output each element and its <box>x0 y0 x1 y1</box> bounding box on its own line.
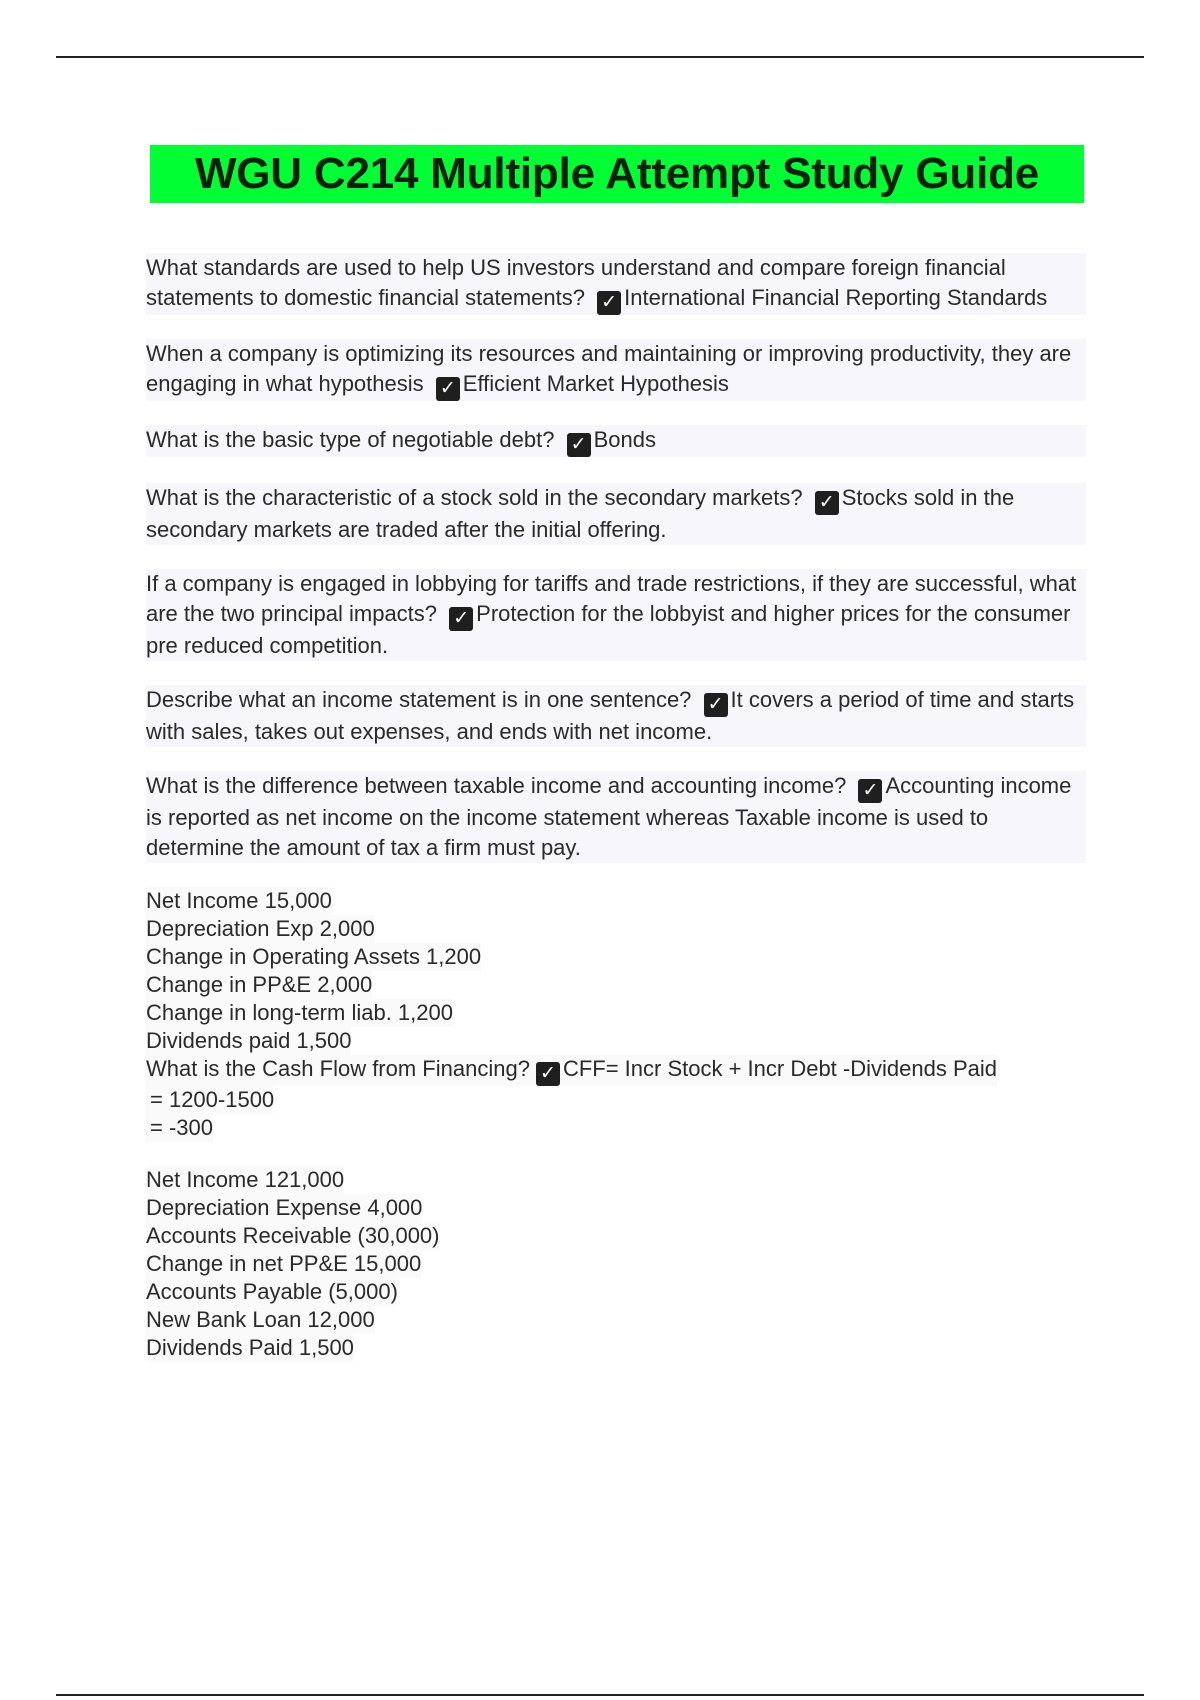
check-mark-icon: ✓ <box>536 1062 560 1086</box>
given-line: Dividends Paid 1,500 <box>146 1335 354 1360</box>
question-text: What is the characteristic of a stock sold in the secondary markets? <box>146 485 803 510</box>
answer-text: Stocks sold in the secondary markets are traded after the initial offering. <box>146 485 1015 542</box>
answer-text: International Financial Reporting Standards <box>624 285 1048 310</box>
given-line: Accounts Payable (5,000) <box>146 1279 398 1304</box>
qa-item <box>146 339 1086 401</box>
title-highlight <box>150 145 1084 203</box>
check-mark-icon: ✓ <box>597 291 621 315</box>
question-text: Describe what an income statement is in one sentence? <box>146 687 692 712</box>
check-mark-icon: ✓ <box>449 607 473 631</box>
given-line: Change in PP&E 2,000 <box>146 972 373 997</box>
given-line: Accounts Receivable (30,000) <box>146 1223 440 1248</box>
check-mark-icon: ✓ <box>567 433 591 457</box>
answer-text: Bonds <box>593 427 656 452</box>
bottom-rule <box>56 1694 1144 1696</box>
question-text: When a company is optimizing its resources and maintaining or improving productivity, they are engaging in what hypothesis <box>146 341 1072 396</box>
formula-step: = -300 <box>146 1114 213 1142</box>
formula-step: = 1200-1500 <box>146 1086 274 1114</box>
given-line: Dividends paid 1,500 <box>146 1028 352 1053</box>
given-line: Net Income 15,000 <box>146 888 332 913</box>
answer-text: Accounting income is reported as net income on the income statement whereas Taxable income is used to determine the amount of tax a firm must pay. <box>146 773 1072 860</box>
given-line: Depreciation Expense 4,000 <box>146 1195 423 1220</box>
cash-flow-problem <box>146 887 1086 1142</box>
qa-item <box>146 253 1086 315</box>
check-mark-icon: ✓ <box>704 693 728 717</box>
qa-item <box>146 569 1086 661</box>
given-line: Change in long-term liab. 1,200 <box>146 1000 453 1025</box>
qa-item <box>146 425 1086 457</box>
question-text: What is the difference between taxable income and accounting income? <box>146 773 847 798</box>
cff-question-line <box>146 1055 997 1086</box>
check-mark-icon: ✓ <box>815 491 839 515</box>
given-line: Change in Operating Assets 1,200 <box>146 944 482 969</box>
document-body <box>146 253 1086 1386</box>
check-mark-icon: ✓ <box>436 377 460 401</box>
second-problem <box>146 1166 1086 1362</box>
top-rule <box>56 56 1144 58</box>
qa-item <box>146 685 1086 747</box>
question-text: What standards are used to help US investors understand and compare foreign financial statements to domestic financial statements? <box>146 255 1006 310</box>
given-line: Change in net PP&E 15,000 <box>146 1251 422 1276</box>
question-text: What is the basic type of negotiable debt? <box>146 427 555 452</box>
answer-text: It covers a period of time and starts with sales, takes out expenses, and ends with net income. <box>146 687 1075 744</box>
qa-item <box>146 771 1086 863</box>
question-text: If a company is engaged in lobbying for tariffs and trade restrictions, if they are successful, what are the two principal impacts? <box>146 571 1077 626</box>
check-mark-icon: ✓ <box>858 779 882 803</box>
answer-text: CFF= Incr Stock + Incr Debt -Dividends Paid <box>562 1056 997 1081</box>
given-line: New Bank Loan 12,000 <box>146 1307 375 1332</box>
answer-text: Efficient Market Hypothesis <box>462 371 729 396</box>
answer-text: Protection for the lobbyist and higher prices for the consumer pre reduced competition. <box>146 601 1071 658</box>
qa-item <box>146 483 1086 545</box>
given-line: Depreciation Exp 2,000 <box>146 916 375 941</box>
given-line: Net Income 121,000 <box>146 1167 345 1192</box>
question-text: What is the Cash Flow from Financing? <box>146 1056 530 1081</box>
document-title: WGU C214 Multiple Attempt Study Guide <box>194 149 1040 198</box>
